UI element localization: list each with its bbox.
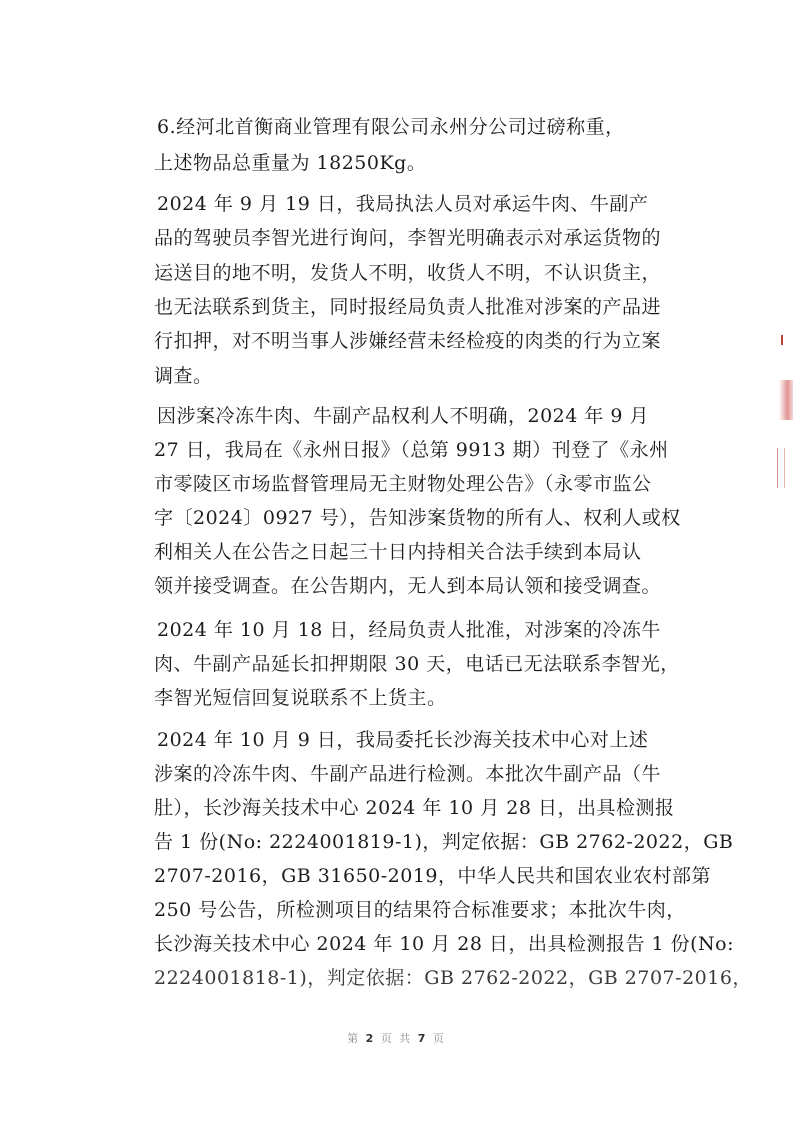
text-line: 2707-2016，GB 31650-2019，中华人民共和国农业农村部第 [154, 865, 712, 887]
text-line: 肉、牛副产品延长扣押期限 30 天，电话已无法联系李智光， [154, 653, 680, 675]
text-line: 调查。 [154, 365, 213, 387]
text-line: 也无法联系到货主，同时报经局负责人批准对涉案的产品进 [154, 296, 662, 318]
seal-edge-mark [779, 335, 783, 345]
seal-edge-mark [777, 448, 785, 488]
text-line: 行扣押，对不明当事人涉嫌经营未经检疫的肉类的行为立案 [154, 330, 662, 352]
footer-middle: 页 共 [380, 1032, 413, 1045]
text-line: 涉案的冷冻牛肉、牛副产品进行检测。本批次牛副产品（牛 [154, 763, 662, 785]
text-line: 市零陵区市场监督管理局无主财物处理公告》（永零市监公 [154, 473, 652, 495]
text-line: 2024 年 10 月 18 日，经局负责人批准，对涉案的冷冻牛 [157, 619, 661, 641]
text-line: 告 1 份(No: 2224001819-1)，判定依据：GB 2762-2022，GB [154, 831, 734, 853]
text-line: 长沙海关技术中心 2024 年 10 月 28 日，出具检测报告 1 份(No: [154, 933, 734, 955]
page-number: 2 [365, 1032, 376, 1045]
total-pages: 7 [417, 1032, 428, 1045]
text-line: 6.经河北首衡商业管理有限公司永州分公司过磅称重， [157, 116, 625, 138]
text-line: 因涉案冷冻牛肉、牛副产品权利人不明确，2024 年 9 月 [157, 405, 650, 427]
text-line: 上述物品总重量为 18250Kg。 [154, 152, 427, 174]
text-line: 250 号公告，所检测项目的结果符合标准要求；本批次牛肉， [154, 899, 686, 921]
text-line: 2024 年 10 月 9 日，我局委托长沙海关技术中心对上述 [157, 729, 649, 751]
footer-prefix: 第 [347, 1032, 361, 1045]
text-line: 字〔2024〕0927 号），告知涉案货物的所有人、权利人或权 [154, 507, 681, 529]
text-line: 领并接受调查。在公告期内，无人到本局认领和接受调查。 [154, 575, 662, 597]
text-line: 肚），长沙海关技术中心 2024 年 10 月 28 日，出具检测报 [154, 797, 675, 819]
text-line: 利相关人在公告之日起三十日内持相关合法手续到本局认 [154, 541, 642, 563]
page-footer [0, 1030, 793, 1046]
text-line: 品的驾驶员李智光进行询问，李智光明确表示对承运货物的 [154, 227, 662, 249]
text-line: 2224001818-1)，判定依据：GB 2762-2022，GB 2707-2016， [154, 967, 752, 989]
seal-edge-mark [779, 380, 793, 420]
text-line: 27 日，我局在《永州日报》（总第 9913 期）刊登了《永州 [154, 439, 669, 461]
text-line: 2024 年 9 月 19 日，我局执法人员对承运牛肉、牛副产 [157, 193, 649, 215]
footer-suffix: 页 [432, 1032, 446, 1045]
text-line: 李智光短信回复说联系不上货主。 [154, 687, 447, 709]
text-line: 运送目的地不明，发货人不明，收货人不明，不认识货主， [154, 262, 662, 284]
